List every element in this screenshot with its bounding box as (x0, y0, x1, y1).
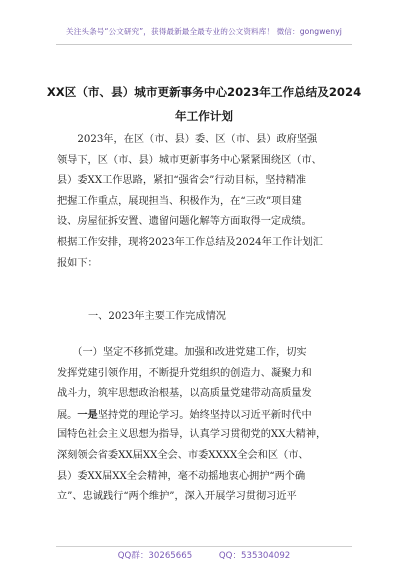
intro-line: 根据工作安排，现将2023年工作总结及2024年工作计划汇 (57, 236, 323, 248)
intro-line: 报如下： (57, 257, 98, 269)
body-line: 立”、忠诚践行“两个维护”，深入开展学习贯彻习近平 (57, 491, 297, 503)
section-heading (88, 307, 358, 328)
intro-line: 领导下，区（市、县）城市更新事务中心紧紧围绕区（市、 (57, 154, 322, 166)
body-line: 国特色社会主义思想为指导，认真学习贯彻党的XX大精神， (57, 429, 327, 441)
footer-qq: QQ：535304092 (218, 551, 291, 561)
footer-divider (56, 546, 352, 547)
body-line (57, 405, 353, 426)
document-title-line1: XX区（市、县）城市更新事务中心2023年工作总结及2024 (46, 85, 362, 99)
footer (0, 549, 408, 561)
emphasis-text: 一是 (77, 408, 98, 421)
footer-qq-group: QQ群：30265665 (117, 551, 193, 561)
body-text: 坚持党的理论学习。始终坚持以习近平新时代中 (97, 409, 312, 421)
intro-line: 县）委XX工作思路，紧扣“强省会”行动目标，坚持精准 (57, 175, 307, 187)
body-line: 战斗力，筑牢思想政治根基，以高质量党建带动高质量发 (57, 388, 312, 400)
document-title-line2: 年工作计划 (175, 109, 233, 123)
body-line: 深刻领会省委XX届XX全会、市委XXXX全会和区（市、 (57, 449, 309, 461)
header-note: 关注头条号“公文研究”，获得最新最全最专业的公文资料库！ 微信：gongwenyj (66, 27, 342, 36)
intro-line: 把握工作重点，展现担当、积极作为，在“三改”项目建 (57, 195, 302, 207)
header-divider (56, 44, 352, 45)
body-line: 县）委XX届XX全会精神，毫不动摇地衷心拥护“两个确 (57, 470, 306, 482)
party-building-paragraph (57, 343, 353, 508)
intro-paragraph (57, 130, 353, 274)
body-line: （一）坚定不移抓党建。加强和改进党建工作，切实 (57, 347, 307, 358)
section-heading-text: 一、2023年主要工作完成情况 (88, 311, 226, 322)
intro-line: 设、房屋征拆安置、遗留问题化解等方面取得一定成绩。 (57, 216, 312, 228)
body-text: 展。 (57, 409, 78, 421)
intro-line: 2023年，在区（市、县）委、区（市、县）政府坚强 (57, 134, 318, 145)
body-line: 发挥党建引领作用，不断提升党组织的创造力、凝聚力和 (57, 367, 312, 379)
